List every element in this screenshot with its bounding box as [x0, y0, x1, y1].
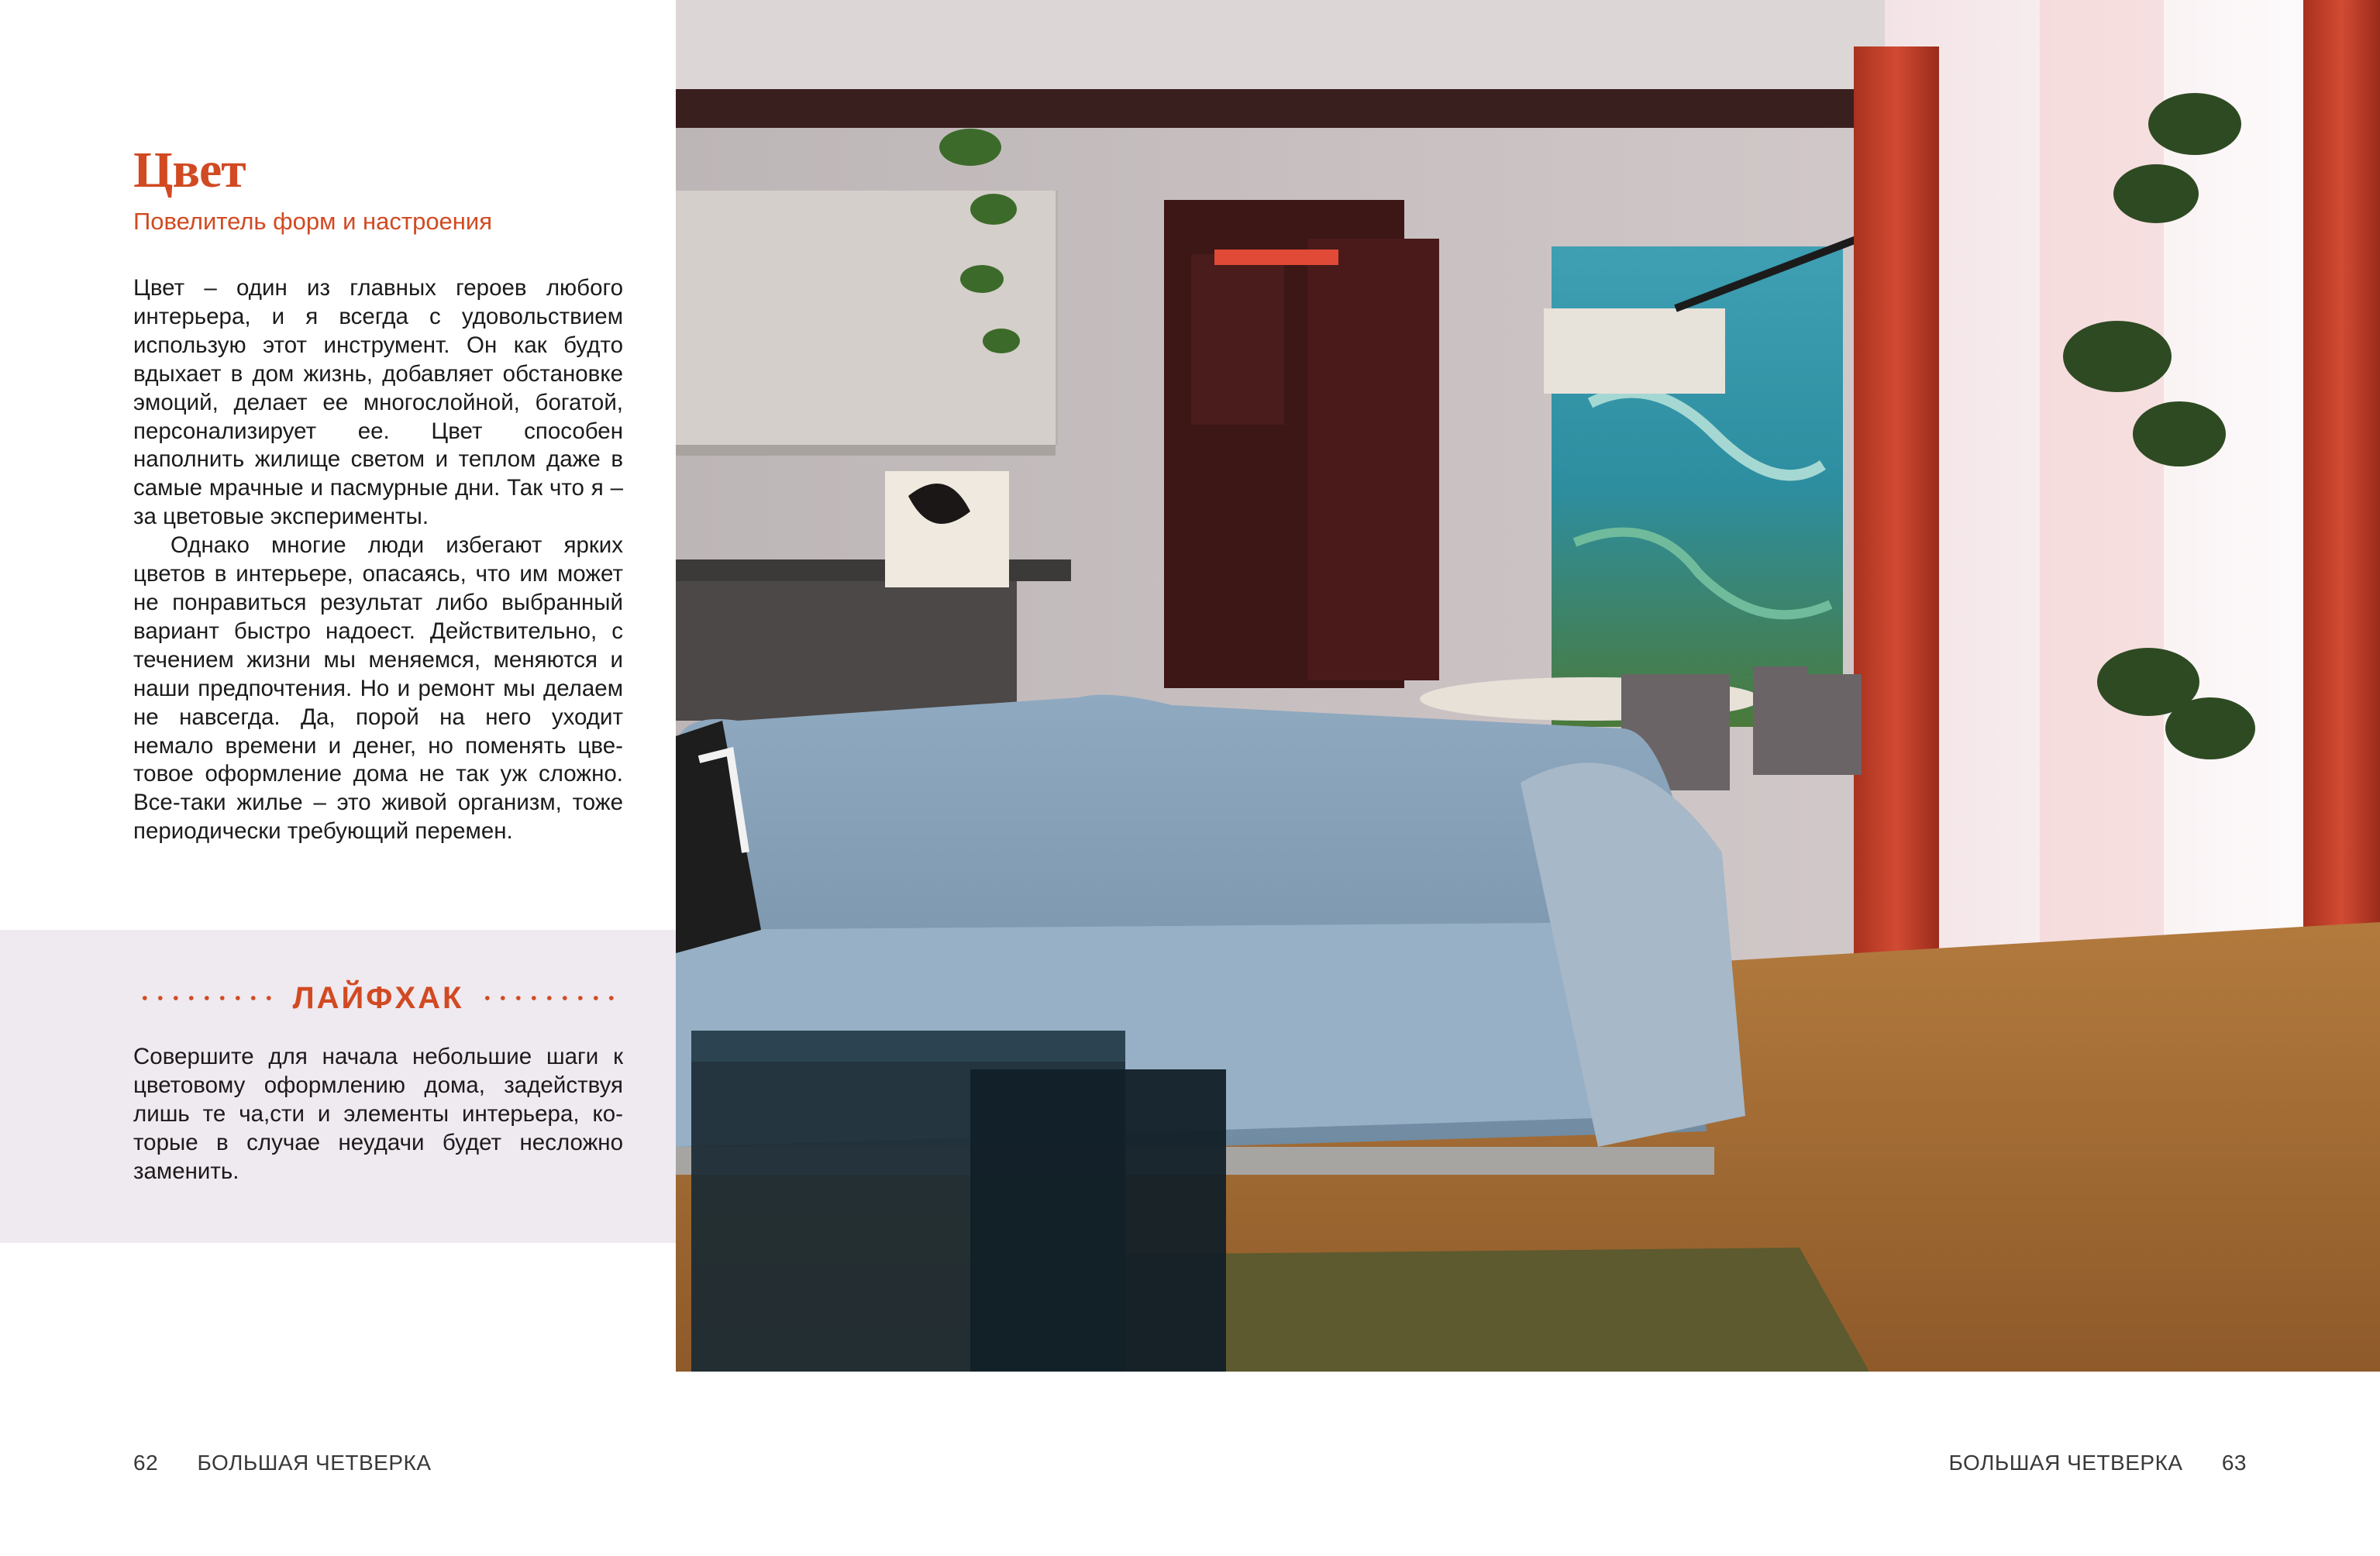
running-title-left: БОЛЬШАЯ ЧЕТВЕРКА: [197, 1451, 432, 1475]
footer-left: [133, 1451, 432, 1475]
running-title-right: БОЛЬШАЯ ЧЕТВЕРКА: [1948, 1451, 2183, 1475]
page-number-right: 63: [2221, 1451, 2247, 1475]
body-text: [133, 274, 623, 846]
dotted-rule-right: [476, 996, 623, 1000]
body-paragraph: Цвет – один из главных героев любого интерьера, и я всегда с удовольствием использую этот инструмент. Он как будто вдыхает в дом жизнь, добавляет обстановке эмоций, делает ее многослойной, богатой, персонализирует ее. Цвет способен наполнить жилище светом и теплом даже в самые мрачные и пасмурные дни. Так что я – за цветовые эксперименты.: [133, 275, 623, 530]
body-paragraph: Однако многие люди избегают ярких цветов в интерьере, опасаясь, что им может не понравиться результат либо выбранный вариант быстро надоест. Действительно, с течением жизни мы меняемся, меняются и наши предпочтения. Но и ремонт мы делаем не навсегда. Да, порой на него уходит немало времени и денег, но поменять цветовое оформление дома не так уж сложно. Все-таки жилье – это живой организм, тоже периодически требующий перемен.: [133, 532, 623, 845]
section-subtitle: Повелитель форм и настроения: [133, 208, 493, 235]
page-number-left: 62: [133, 1451, 159, 1475]
tip-text: Совершите для начала небольшие шаги к цветовому оформлению дома, задействуя лишь те ча,сти и элементы интерьера, которые в случае неудачи будет несложно заменить.: [133, 1044, 623, 1184]
footer-right: [1948, 1451, 2247, 1475]
tip-label: ЛАЙФХАК: [292, 980, 464, 1015]
tip-heading: [133, 978, 623, 1018]
interior-photo-illustration: [676, 0, 2380, 1372]
dotted-rule-left: [133, 996, 281, 1000]
interior-photo: [676, 0, 2380, 1372]
section-title: Цвет: [133, 142, 246, 198]
